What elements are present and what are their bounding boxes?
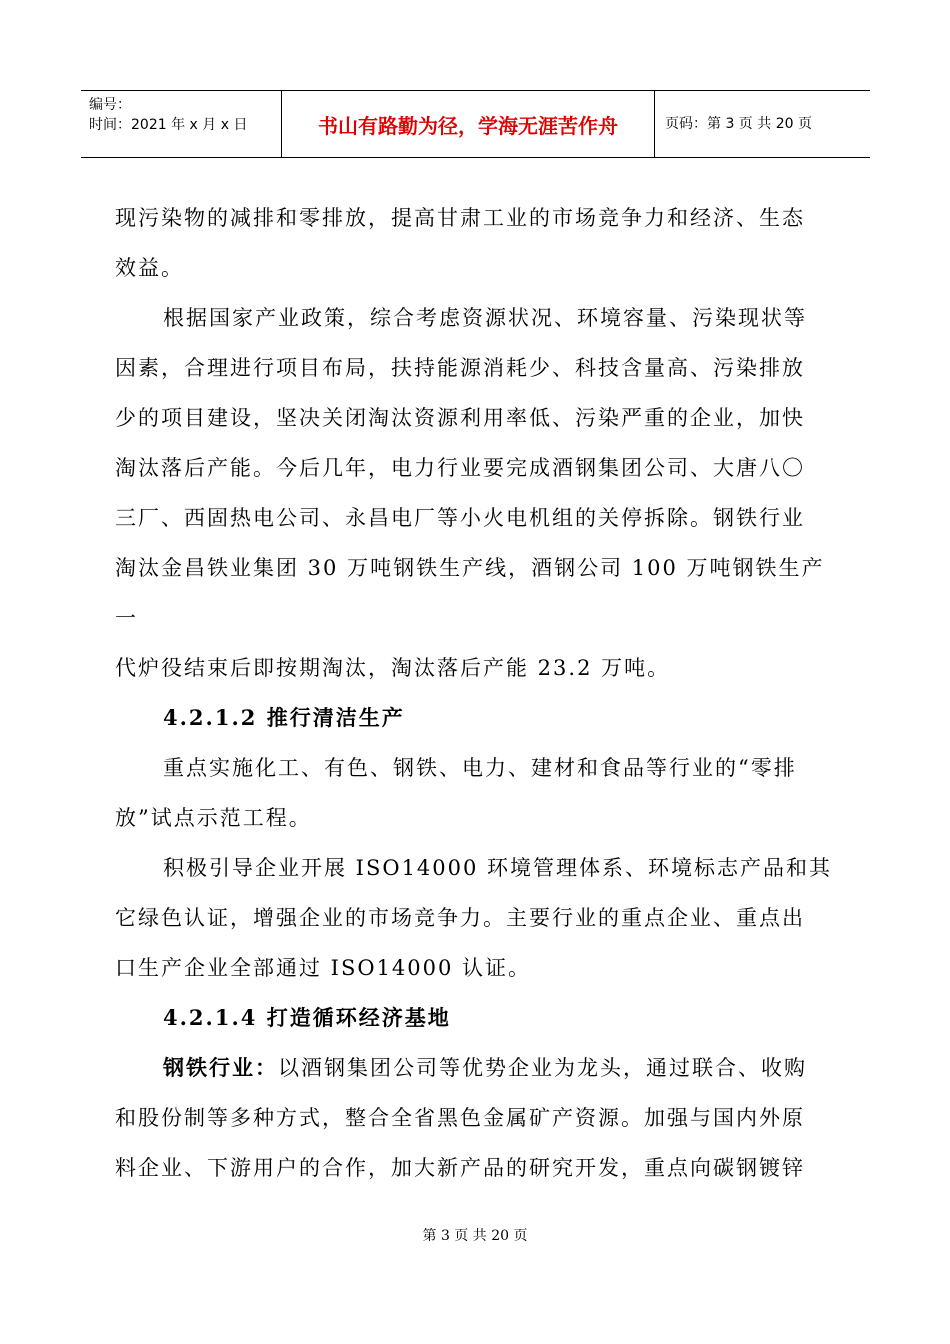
section-heading: 4.2.1.4 打造循环经济基地: [163, 1005, 451, 1030]
body-line: 三厂、西固热电公司、永昌电厂等小火电机组的关停拆除。钢铁行业: [115, 506, 805, 530]
document-time: 时间：2021 年 x 月 x 日: [89, 117, 248, 133]
body-line: 它绿色认证，增强企业的市场竞争力。主要行业的重点企业、重点出: [115, 906, 805, 930]
body-line: 重点实施化工、有色、钢铁、电力、建材和食品等行业的“零排: [163, 756, 797, 780]
document-body: [115, 193, 835, 1193]
body-line: [115, 1043, 835, 1093]
body-line: 一: [115, 606, 138, 630]
header-page-info: 页码：第 3 页 共 20 页: [665, 116, 812, 132]
body-line: 因素，合理进行项目布局，扶持能源消耗少、科技含量高、污染排放: [115, 356, 805, 380]
inline-bold-term: 钢铁行业：: [163, 1055, 278, 1080]
body-line: 代炉役结束后即按期淘汰，淘汰落后产能 23.2 万吨。: [115, 656, 671, 680]
body-line: 淘汰金昌铁业集团 30 万吨钢铁生产线，酒钢公司 100 万吨钢铁生产: [115, 556, 825, 580]
body-line: 积极引导企业开展 ISO14000 环境管理体系、环境标志产品和其: [163, 856, 833, 880]
body-line: 放”试点示范工程。: [115, 806, 312, 830]
body-line: 和股份制等多种方式，整合全省黑色金属矿产资源。加强与国内外原: [115, 1106, 805, 1130]
body-line: 效益。: [115, 256, 184, 280]
header-page-cell: [655, 91, 870, 157]
body-line: 淘汰落后产能。今后几年，电力行业要完成酒钢集团公司、大唐八〇: [115, 456, 805, 480]
document-number-label: 编号：: [89, 97, 131, 113]
body-line-rest: 以酒钢集团公司等优势企业为龙头，通过联合、收购: [278, 1056, 807, 1080]
body-line: 少的项目建设，坚决关闭淘汰资源利用率低、污染严重的企业，加快: [115, 406, 805, 430]
body-line: 口生产企业全部通过 ISO14000 认证。: [115, 956, 532, 980]
header-motto-cell: [282, 91, 655, 157]
page-footer: 第 3 页 共 20 页: [422, 1228, 528, 1244]
section-heading: 4.2.1.2 推行清洁生产: [163, 705, 405, 730]
body-line: 根据国家产业政策，综合考虑资源状况、环境容量、污染现状等: [163, 306, 807, 330]
header-motto: 书山有路勤为径，学海无涯苦作舟: [318, 113, 618, 138]
page-header: [81, 90, 870, 158]
body-line: 料企业、下游用户的合作，加大新产品的研究开发，重点向碳钢镀锌: [115, 1156, 805, 1180]
body-line: 现污染物的减排和零排放，提高甘肃工业的市场竞争力和经济、生态: [115, 206, 805, 230]
header-meta: [81, 91, 282, 157]
